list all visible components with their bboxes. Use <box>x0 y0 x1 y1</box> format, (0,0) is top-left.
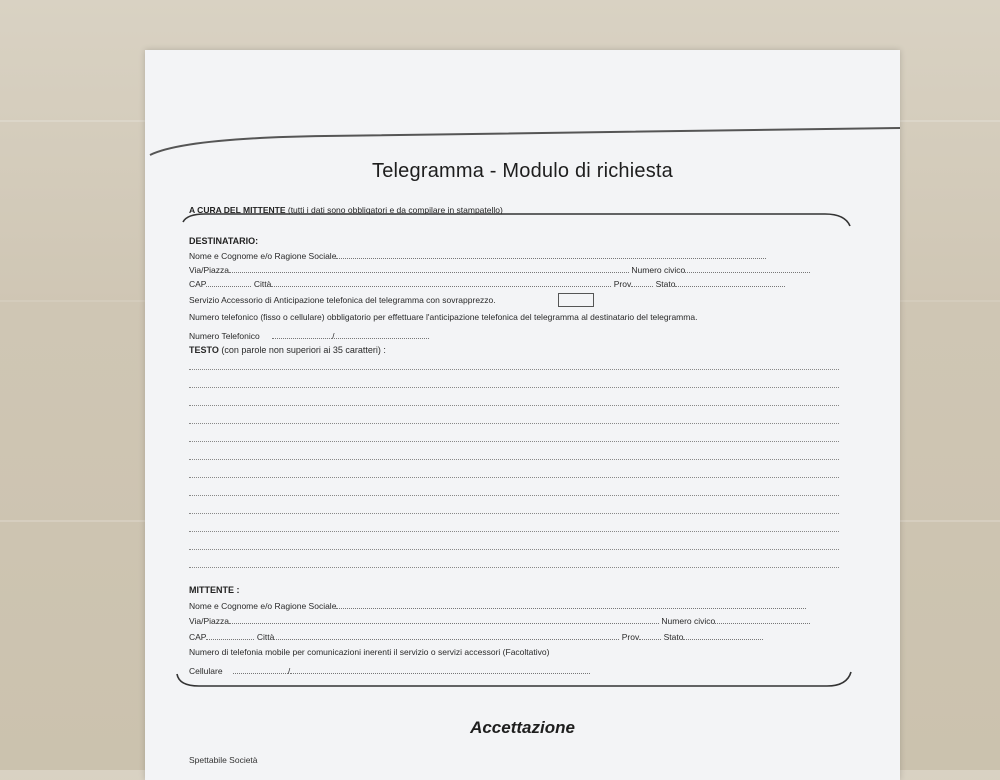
dest-street-label: Via/Piazza <box>189 265 230 275</box>
text-line[interactable] <box>189 404 839 406</box>
mitt-cell-label: Cellulare <box>189 666 223 676</box>
dest-city-field[interactable] <box>189 278 785 289</box>
dest-phone-sep: / <box>332 331 335 341</box>
mitt-cap-label: CAP <box>189 632 207 642</box>
mitt-cell-sep: / <box>287 666 291 676</box>
mitt-prov-label: Prov <box>621 632 640 642</box>
anticipation-checkbox[interactable] <box>558 293 594 307</box>
text-line[interactable] <box>189 548 839 550</box>
mobile-optional-text: Numero di telefonia mobile per comunicazioni inerenti il servizio o servizi accessori (Facoltativo) <box>189 647 550 657</box>
mitt-street-label: Via/Piazza <box>189 616 230 626</box>
addressee-text: Spettabile Società <box>189 755 258 765</box>
dest-phone-field[interactable] <box>189 330 429 341</box>
sender-note-bold: A CURA DEL MITTENTE <box>189 205 286 215</box>
text-line[interactable] <box>189 476 839 478</box>
dest-cap-label: CAP <box>189 279 207 289</box>
dest-civic-label: Numero civico <box>631 265 686 275</box>
form-title: Telegramma - Modulo di richiesta <box>372 160 673 182</box>
text-line[interactable] <box>189 494 839 496</box>
text-line[interactable] <box>189 386 839 388</box>
text-line[interactable] <box>189 566 839 568</box>
dest-prov-label: Prov <box>613 279 632 289</box>
dest-phone-label: Numero Telefonico <box>189 331 260 341</box>
text-line[interactable] <box>189 530 839 532</box>
testo-heading-bold: TESTO <box>189 345 219 355</box>
phone-required-text: Numero telefonico (fisso o cellulare) obbligatorio per effettuare l'anticipazione telefonica del telegramma al destinatario del telegramma. <box>189 312 698 322</box>
mitt-state-label: Stato <box>663 632 684 642</box>
text-line[interactable] <box>189 512 839 514</box>
accettazione-heading: Accettazione <box>470 718 575 737</box>
mitt-civic-label: Numero civico <box>661 616 716 626</box>
mitt-cell-field[interactable] <box>189 665 590 676</box>
dest-city-label: Città <box>253 279 272 289</box>
text-line[interactable] <box>189 422 839 424</box>
dest-name-field[interactable] <box>189 250 766 261</box>
service-accessory-text: Servizio Accessorio di Anticipazione telefonica del telegramma con sovrapprezzo. <box>189 295 496 305</box>
mitt-city-label: Città <box>256 632 275 642</box>
mitt-name-label: Nome e Cognome e/o Ragione Sociale <box>189 601 337 611</box>
sender-note-rest: (tutti i dati sono obbligatori e da compilare in stampatello) <box>285 205 503 215</box>
text-line[interactable] <box>189 440 839 442</box>
testo-heading <box>189 345 386 355</box>
mitt-address-field[interactable] <box>189 615 810 626</box>
mitt-name-field[interactable] <box>189 600 806 611</box>
mitt-city-field[interactable] <box>189 631 763 642</box>
destinatario-heading: DESTINATARIO: <box>189 236 259 246</box>
top-decorative-curve <box>145 120 900 160</box>
paper-sheet <box>145 50 900 780</box>
dest-address-field[interactable] <box>189 264 810 275</box>
mittente-heading: MITTENTE : <box>189 585 240 595</box>
text-line[interactable] <box>189 368 839 370</box>
dest-state-label: Stato <box>655 279 676 289</box>
dest-name-label: Nome e Cognome e/o Ragione Sociale <box>189 251 337 261</box>
testo-heading-rest: (con parole non superiori ai 35 caratteri) : <box>218 345 386 355</box>
text-line[interactable] <box>189 458 839 460</box>
